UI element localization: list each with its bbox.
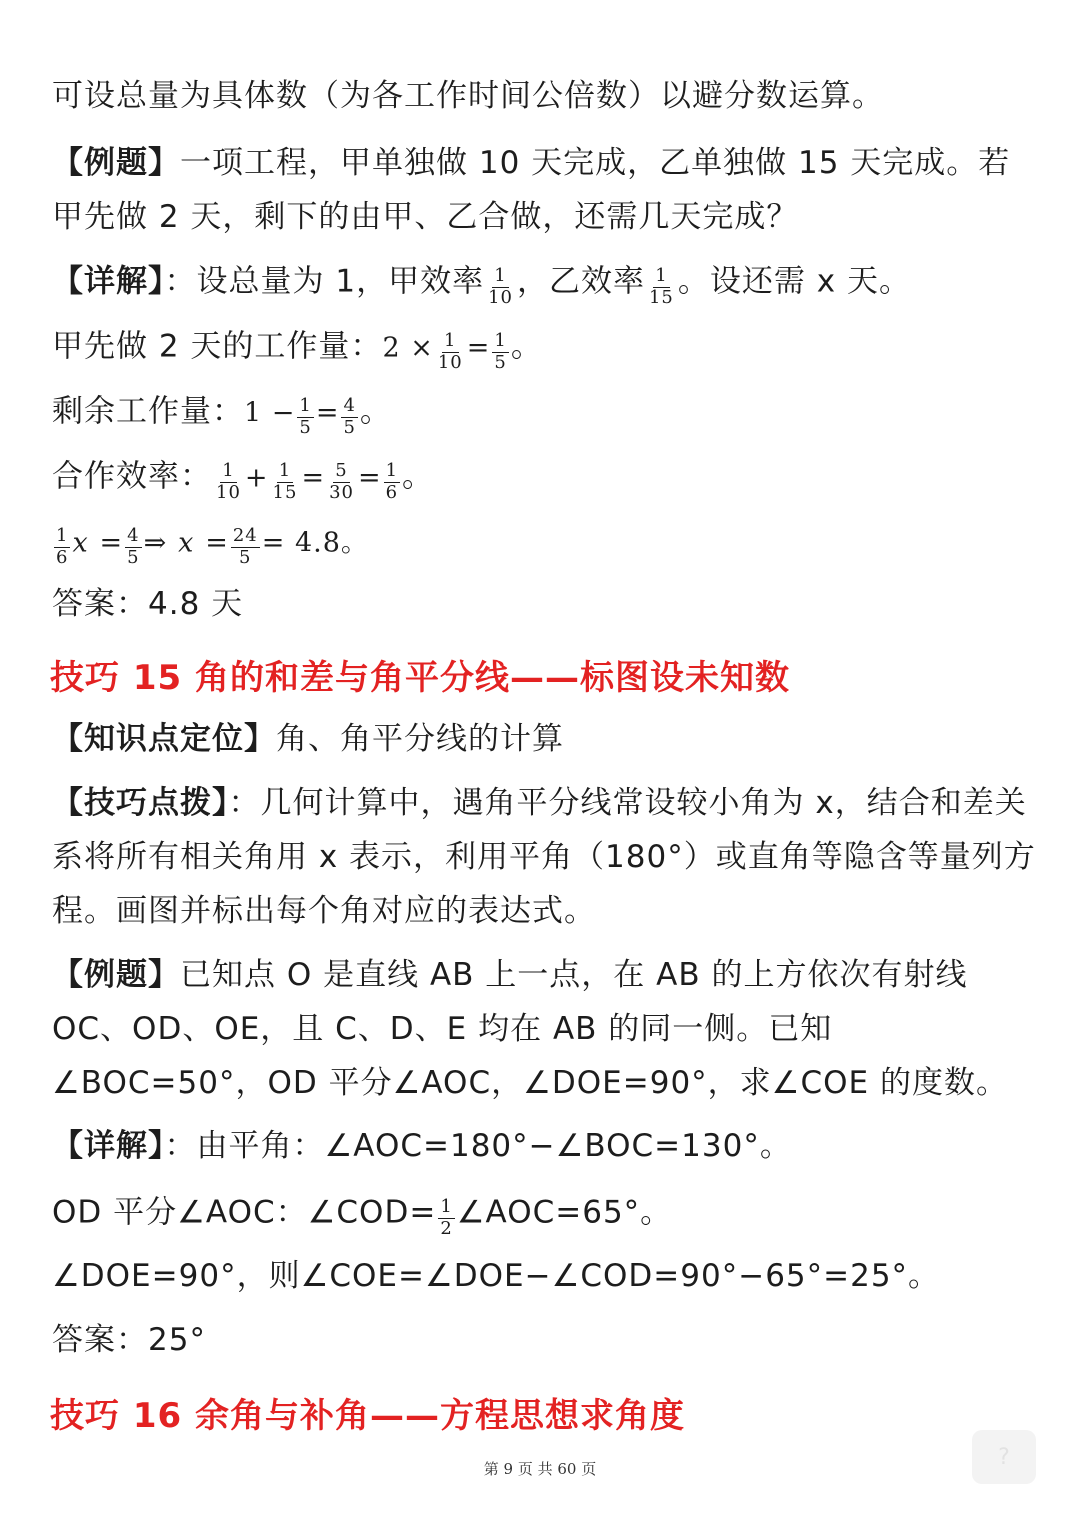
step4-x1: x: [72, 527, 89, 559]
answer1-text: 答案：4.8 天: [52, 586, 244, 622]
heading-tip-16: 技巧 16 余角与补角——方程思想求角度: [50, 1396, 685, 1436]
fraction-24-5: [231, 526, 260, 568]
step4-line: [52, 522, 1040, 568]
step2-math-a: 1 −: [244, 397, 296, 429]
solution2-line: [52, 1128, 1040, 1165]
fraction-num: 4: [343, 395, 356, 416]
fraction-den: 15: [648, 286, 674, 308]
step3-eq1: =: [301, 462, 326, 494]
fraction-1-5: [492, 331, 508, 373]
step1-text: 甲先做 2 天的工作量：: [52, 328, 383, 365]
step1-end: 。: [510, 328, 543, 365]
heading-tip-15: 技巧 15 角的和差与角平分线——标图设未知数: [50, 658, 790, 698]
fraction-4-5: [125, 526, 141, 568]
bisector-text-b: ∠AOC=65°。: [456, 1194, 673, 1231]
knowledge-point-text: 角、角平分线的计算: [276, 721, 564, 757]
step3-eq2: =: [357, 462, 382, 494]
step3-text: 合作效率：: [52, 458, 212, 495]
example1-paragraph: [52, 136, 1040, 244]
solution1-line: [52, 262, 1040, 308]
solution1-text-a: ：设总量为 1，甲效率: [164, 263, 485, 300]
fraction-den: 6: [56, 546, 69, 568]
knowledge-point-label: 【知识点定位】: [52, 721, 276, 757]
example2-text: 已知点 O 是直线 AB 上一点，在 AB 的上方依次有射线 OC、OD、OE，且 C、D、E 均在 AB 的同一侧。已知∠BOC=50°，OD 平分∠AOC，∠DOE=90°，求∠COE 的度数。: [52, 957, 1008, 1101]
fraction-den: 10: [216, 481, 241, 503]
step1-math-a: 2 ×: [382, 332, 434, 364]
example2-label: 【例题】: [52, 957, 180, 993]
coe-text: ∠DOE=90°，则∠COE=∠DOE−∠COD=90°−65°=25°。: [52, 1258, 941, 1294]
step1-line: [52, 327, 1040, 373]
bisector-line: [52, 1193, 1040, 1239]
solution1-label: 【详解】: [52, 263, 165, 300]
fraction-num: 1: [299, 395, 312, 416]
fraction-num: 1: [222, 460, 235, 481]
solution1-text-c: 。设还需 x 天。: [677, 263, 911, 300]
knowledge-point-line: [52, 721, 1040, 758]
fraction-den: 2: [440, 1217, 453, 1239]
step4-x2: x: [178, 527, 195, 559]
fraction-1-15: [647, 266, 676, 308]
fraction-1-6: [54, 526, 70, 568]
step3-line: [52, 457, 1040, 503]
step2-end: 。: [359, 393, 392, 430]
fraction-num: 1: [56, 525, 69, 546]
fraction-den: 30: [329, 481, 354, 503]
tip-paragraph: [52, 776, 1040, 938]
fraction-den: 5: [239, 546, 252, 568]
fraction-num: 1: [278, 460, 292, 481]
step4-arrow: ⇒: [143, 527, 168, 559]
fraction-1-10: [486, 266, 515, 308]
step2-math-b: =: [315, 397, 340, 429]
fraction-num: 1: [440, 1196, 453, 1217]
fraction-den: 6: [385, 481, 399, 503]
fraction-num: 24: [232, 525, 258, 546]
example1-label: 【例题】: [52, 145, 180, 181]
step2-line: [52, 392, 1040, 438]
fraction-num: 4: [127, 525, 140, 546]
tip-text: ：几何计算中，遇角平分线常设较小角为 x，结合和差关系将所有相关角用 x 表示，利用平角（180°）或直角等隐含等量列方程。画图并标出每个角对应的表达式。: [52, 785, 1036, 929]
fraction-num: 5: [335, 460, 348, 481]
fraction-num: 1: [444, 330, 457, 351]
solution2-text: ：由平角：∠AOC=180°−∠BOC=130°。: [164, 1128, 792, 1164]
example2-paragraph: [52, 948, 1040, 1110]
fraction-den: 5: [343, 416, 356, 438]
fraction-den: 5: [299, 416, 312, 438]
answer1-line: [52, 586, 1040, 623]
fraction-1-10: [436, 331, 465, 373]
answer2-line: [52, 1322, 1040, 1359]
fraction-num: 1: [655, 265, 668, 286]
floating-button[interactable]: [972, 1430, 1036, 1484]
bisector-text-a: OD 平分∠AOC：∠COD=: [52, 1194, 437, 1231]
step3-plus: +: [244, 462, 269, 494]
fraction-num: 1: [494, 265, 507, 286]
fraction-den: 15: [272, 481, 298, 503]
fraction-num: 1: [494, 330, 507, 351]
example1-text: 一项工程，甲单独做 10 天完成，乙单独做 15 天完成。若甲先做 2 天，剩下的由甲、乙合做，还需几天完成？: [52, 145, 1011, 235]
fraction-den: 5: [494, 351, 507, 373]
step3-end: 。: [402, 458, 435, 495]
fraction-1-5: [297, 396, 313, 438]
tip-label: 【技巧点拨】: [52, 785, 229, 821]
page-footer: 第 9 页 共 60 页: [483, 1460, 597, 1478]
step4-eq: =: [99, 527, 124, 559]
fraction-num: 1: [385, 460, 399, 481]
fraction-den: 10: [437, 351, 463, 373]
fraction-5-30: [327, 461, 356, 503]
step4-eq3: = 4.8。: [261, 527, 369, 559]
intro-text: 可设总量为具体数（为各工作时间公倍数）以避分数运算。: [52, 78, 884, 114]
intro-line: [52, 78, 1040, 115]
step4-eq2: =: [205, 527, 229, 559]
question-icon: ?: [998, 1444, 1010, 1470]
step1-math-b: =: [466, 332, 491, 364]
fraction-den: 10: [488, 286, 513, 308]
step2-text: 剩余工作量：: [52, 393, 244, 430]
solution1-text-b: ，乙效率: [516, 263, 645, 300]
solution2-label: 【详解】: [52, 1128, 165, 1164]
fraction-1-2: [438, 1197, 454, 1239]
fraction-4-5: [341, 396, 357, 438]
fraction-1-10: [214, 461, 243, 503]
fraction-den: 5: [127, 546, 140, 568]
fraction-1-6: [384, 461, 400, 503]
answer2-text: 答案：25°: [52, 1322, 206, 1358]
coe-line: [52, 1258, 1040, 1295]
fraction-1-15: [271, 461, 300, 503]
